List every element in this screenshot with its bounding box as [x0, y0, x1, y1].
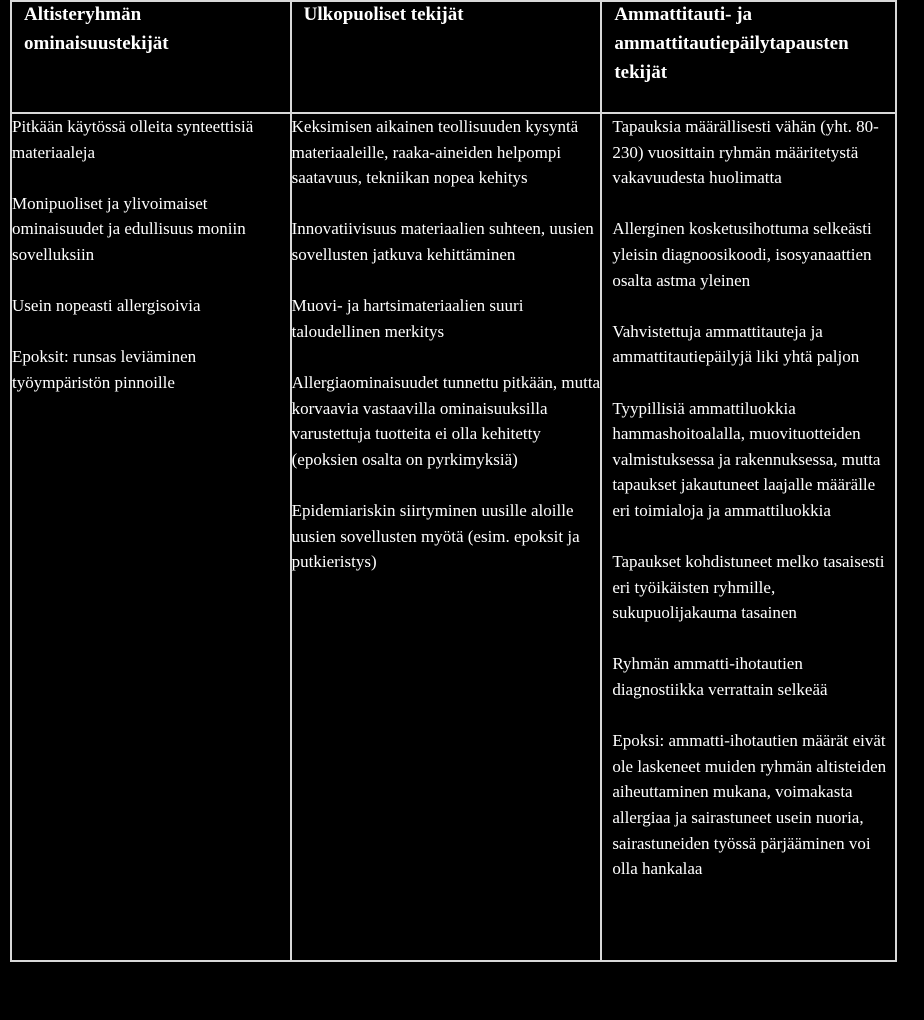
header-cell-exposure-group-properties — [11, 1, 291, 113]
paragraph: Innovatiivisuus materiaalien suhteen, uusien sovellusten jatkuva kehittäminen — [291, 219, 594, 264]
paragraph: Monipuoliset ja ylivoimaiset ominaisuudet ja edullisuus moniin sovelluksiin — [12, 193, 246, 264]
paragraph: Ryhmän ammatti-ihotautien diagnostiikka verrattain selkeää — [612, 654, 828, 700]
header-cell-external-factors — [291, 1, 602, 113]
paragraph: Keksimisen aikainen teollisuuden kysyntä materiaaleille, raaka-aineiden helpompi saatavuus, tekniikan nopea kehitys — [291, 117, 579, 188]
body-cell-external-factors — [291, 113, 602, 961]
body-cell-case-factors — [601, 113, 896, 961]
header-label: Altisteryhmän ominaisuustekijät — [24, 4, 169, 54]
paragraph: Pitkään käytössä olleita synteettisiä materiaaleja — [12, 117, 254, 162]
paragraph: Tapaukset kohdistuneet melko tasaisesti eri työikäisten ryhmille, sukupuolijakauma tasainen — [612, 552, 885, 623]
paragraph: Tapauksia määrällisesti vähän (yht. 80-230) vuosittain ryhmän määritetystä vakavuudesta huolimatta — [612, 117, 879, 188]
header-label: Ammattitauti- ja ammattitautiepäilytapausten tekijät — [614, 4, 849, 83]
paragraph: Muovi- ja hartsimateriaalien suuri taloudellinen merkitys — [291, 296, 524, 341]
header-cell-case-factors — [601, 1, 896, 113]
paragraph: Allergiaominaisuudet tunnettu pitkään, mutta korvaavia vastaavilla ominaisuuksilla varustettuja tuotteita ei olla kehitetty (epoksien osalta on pyrkimyksiä) — [291, 372, 601, 469]
paragraph: Epidemiariskin siirtyminen uusille aloille uusien sovellusten myötä (esim. epoksit ja putkieristys) — [291, 500, 580, 572]
paragraph: Usein nopeasti allergisoivia — [12, 296, 201, 316]
factors-table — [10, 0, 897, 962]
body-cell-exposure-group-properties — [11, 113, 291, 961]
table-body-row — [11, 113, 896, 961]
paragraph: Allerginen kosketusihottuma selkeästi yleisin diagnoosikoodi, isosyanaattien osalta astma yleinen — [612, 219, 872, 290]
header-label: Ulkopuoliset tekijät — [303, 4, 464, 25]
paragraph: Epoksi: ammatti-ihotautien määrät eivät ole laskeneet muiden ryhmän altisteiden aiheuttaminen mukana, voimakasta allergiaa ja sairastuneet usein nuoria, sairastuneiden työssä pärjääminen voi olla hankalaa — [612, 731, 887, 879]
paragraph: Epoksit: runsas leviäminen työympäristön pinnoille — [12, 347, 197, 392]
paragraph: Tyypillisiä ammattiluokkia hammashoitoalalla, muovituotteiden valmistuksessa ja rakennuksessa, mutta tapaukset jakautuneet laajalle määrälle eri toimialoja ja ammattiluokkia — [612, 398, 881, 520]
table-header-row — [11, 1, 896, 113]
paragraph: Vahvistettuja ammattitauteja ja ammattitautiepäilyjä liki yhtä paljon — [612, 321, 860, 367]
